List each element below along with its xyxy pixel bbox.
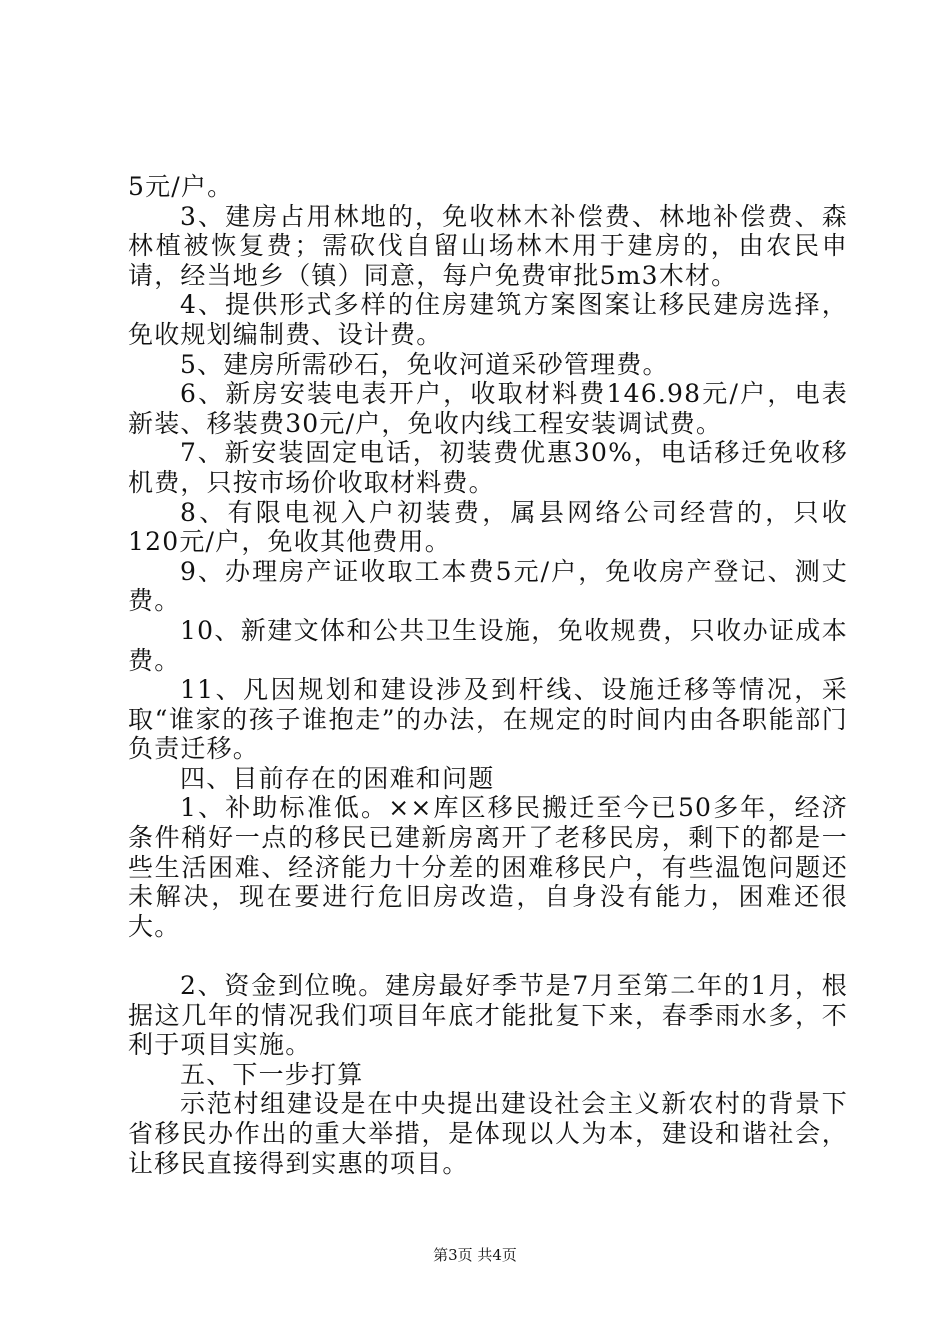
- paragraph-item-9-property-cert: 9、办理房产证收取工本费5元/户，免收房产登记、测丈费。: [128, 556, 848, 616]
- paragraph-fee-continuation: 5元/户。: [128, 172, 234, 201]
- paragraph-item-6-electricity: 6、新房安装电表开户，收取材料费146.98元/户，电表新装、移装费30元/户，免收内线工程安装调试费。: [128, 379, 848, 438]
- paragraph-difficulty-2: 2、资金到位晚。建房最好季节是7月至第二年的1月，根据这几年的情况我们项目年底才能批复下来，春季雨水多，不利于项目实施。: [128, 971, 848, 1060]
- paragraph-item-4-design: 4、提供形式多样的住房建筑方案图案让移民建房选择，免收规划编制费、设计费。: [128, 290, 848, 349]
- paragraph-item-11-relocation: 11、凡因规划和建设涉及到杆线、设施迁移等情况，采取“谁家的孩子谁抱走”的办法，在规定的时间内由各职能部门负责迁移。: [128, 675, 848, 764]
- paragraph-item-5-sand: 5、建房所需砂石，免收河道采砂管理费。: [180, 349, 669, 379]
- paragraph-difficulty-1: 1、补助标准低。××库区移民搬迁至今已50多年，经济条件稍好一点的移民已建新房离开了老移民房，剩下的都是一些生活困难、经济能力十分差的困难移民户，有些温饱问题还未解决，现在要进行危旧房改造，自身没有能力，困难还很大。: [128, 793, 848, 941]
- section-heading-next-steps: 五、下一步打算: [180, 1059, 364, 1089]
- paragraph-item-3-forest-land: 3、建房占用林地的，免收林木补偿费、林地补偿费、森林植被恢复费；需砍伐自留山场林木用于建房的，由农民申请，经当地乡（镇）同意，每户免费审批5m3木材。: [128, 201, 848, 290]
- section-heading-difficulties: 四、目前存在的困难和问题: [180, 763, 495, 793]
- paragraph-item-7-telephone: 7、新安装固定电话，初装费优惠30%，电话移迁免收移机费，只按市场价收取材料费。: [128, 438, 848, 497]
- paragraph-next-steps: 示范村组建设是在中央提出建设社会主义新农村的背景下省移民办作出的重大举措，是体现以人为本，建设和谐社会，让移民直接得到实惠的项目。: [128, 1089, 848, 1178]
- paragraph-item-8-cable-tv: 8、有限电视入户初装费，属县网络公司经营的，只收120元/户，免收其他费用。: [128, 497, 848, 557]
- page-number-footer: 第3页 共4页: [433, 1246, 517, 1264]
- paragraph-item-10-facilities: 10、新建文体和公共卫生设施，免收规费，只收办证成本费。: [128, 615, 848, 675]
- document-body: [128, 172, 848, 1178]
